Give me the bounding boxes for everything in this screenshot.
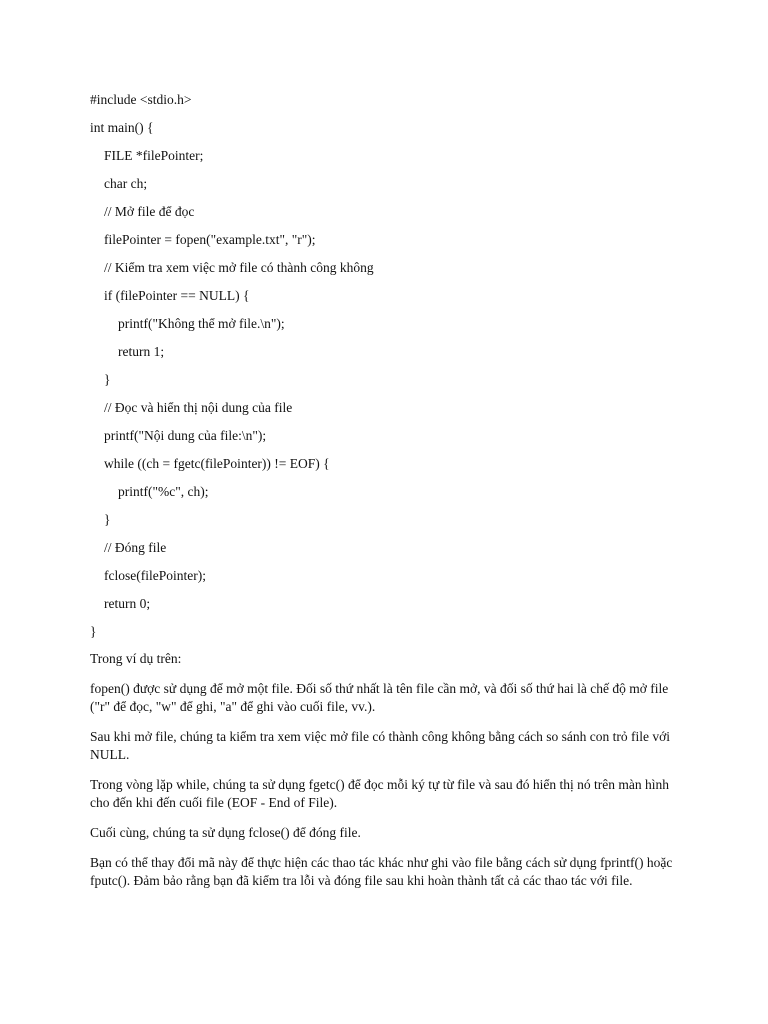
code-line: #include <stdio.h> [90, 92, 192, 107]
paragraph: Trong vòng lặp while, chúng ta sử dụng fgetc() để đọc mỗi ký tự từ file và sau đó hiển thị nó trên màn hình cho đến khi đến cuối file (EOF - End of File). [90, 777, 669, 810]
code-line: while ((ch = fgetc(filePointer)) != EOF) { [104, 456, 330, 471]
code-line: if (filePointer == NULL) { [104, 288, 250, 303]
code-comment: // Đóng file [104, 540, 167, 555]
paragraph: Trong ví dụ trên: [90, 651, 182, 666]
paragraph: Cuối cùng, chúng ta sử dụng fclose() để đóng file. [90, 825, 361, 840]
code-line: filePointer = fopen("example.txt", "r"); [104, 232, 316, 247]
code-example [90, 90, 690, 650]
paragraph: fopen() được sử dụng để mở một file. Đối số thứ nhất là tên file cần mở, và đối số thứ hai là chế độ mở file ("r" để đọc, "w" để ghi, "a" để ghi vào cuối file, vv.). [90, 681, 669, 714]
code-comment: // Mở file để đọc [104, 204, 195, 219]
code-line: } [90, 624, 97, 639]
paragraph: Sau khi mở file, chúng ta kiểm tra xem việc mở file có thành công không bằng cách so sánh con trỏ file với NULL. [90, 729, 671, 762]
code-line: } [104, 372, 111, 387]
code-line: printf("Nội dung của file:\n"); [104, 428, 267, 443]
code-line: printf("%c", ch); [118, 484, 209, 499]
code-line: FILE *filePointer; [104, 148, 204, 163]
code-comment: // Kiểm tra xem việc mở file có thành công không [104, 260, 374, 275]
paragraph: Bạn có thể thay đổi mã này để thực hiện các thao tác khác như ghi vào file bằng cách sử dụng fprintf() hoặc fputc(). Đảm bảo rằng bạn đã kiểm tra lỗi và đóng file sau khi hoàn thành tất cả các thao tác với file. [90, 855, 673, 888]
code-line: } [104, 512, 111, 527]
code-line: return 1; [118, 344, 165, 359]
code-line: return 0; [104, 596, 151, 611]
code-line: char ch; [104, 176, 148, 191]
code-comment: // Đọc và hiển thị nội dung của file [104, 400, 293, 415]
code-line: printf("Không thể mở file.\n"); [118, 316, 285, 331]
code-line: int main() { [90, 120, 154, 135]
explanation-text [90, 650, 680, 902]
code-line: fclose(filePointer); [104, 568, 206, 583]
